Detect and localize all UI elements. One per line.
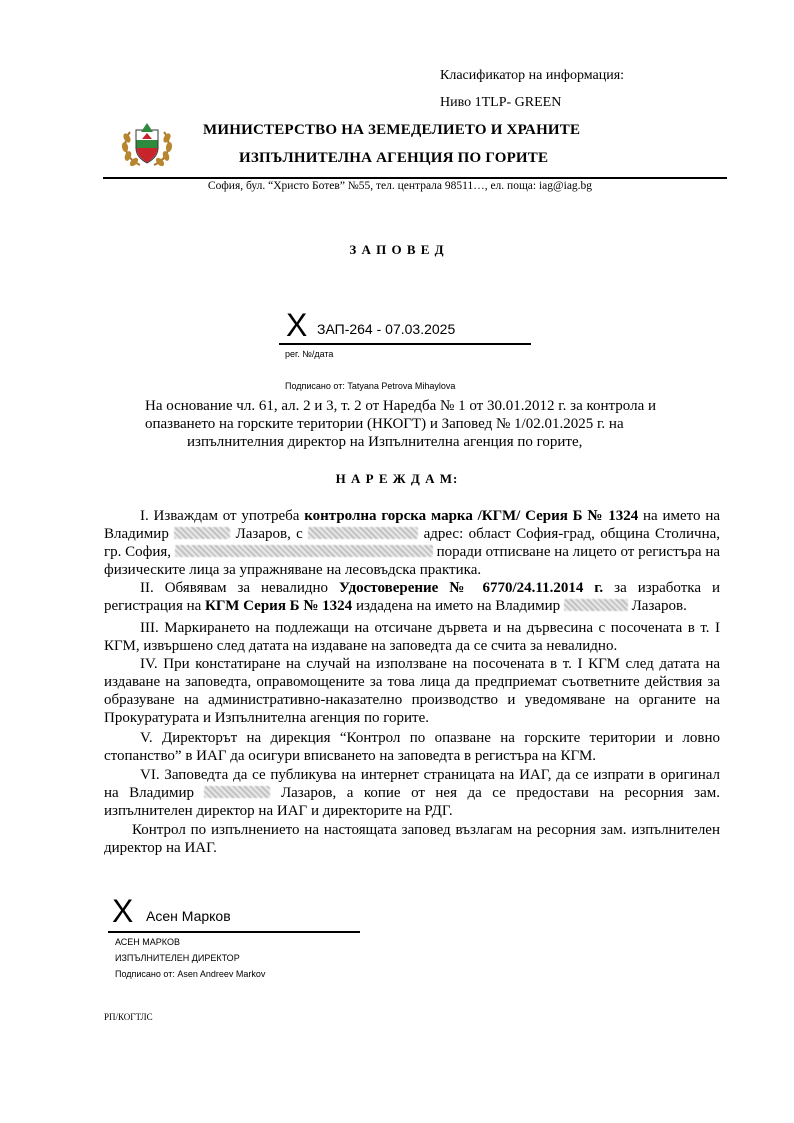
registration-number: ЗАП-264 - 07.03.2025 bbox=[317, 321, 456, 337]
agency-address: София, бул. “Христо Ботев” №55, тел. централа 98511…, ел. поща: iag@iag.bg bbox=[207, 180, 593, 192]
order-heading: Н А Р Е Ж Д А М: bbox=[335, 471, 459, 486]
redacted-street-address bbox=[175, 545, 433, 557]
ministry-title: МИНИСТЕРСТВО НА ЗЕМЕДЕЛИЕТО И ХРАНИТЕ bbox=[203, 122, 581, 138]
order-item-2-text-e: издадена на името на Владимир bbox=[352, 598, 564, 614]
order-item-6-text-a: VI. Заповедта да се публикува на интернет страницата на ИАГ, да се изпрати в оригинал на Владимир bbox=[104, 767, 720, 801]
redacted-personal-id bbox=[308, 527, 418, 539]
order-item-2-mark: КГМ Серия Б № 1324 bbox=[205, 598, 353, 614]
signature-signed-by: Подписано от: Asen Andreev Markov bbox=[115, 969, 266, 979]
signature-name: Асен Марков bbox=[146, 908, 231, 924]
control-paragraph: Контрол по изпълнението на настоящата заповед възлагам на ресорния зам. изпълнителен директор на ИАГ. bbox=[104, 822, 720, 856]
order-item-1-text-c: на името на Владимир bbox=[104, 508, 720, 542]
preamble-line-1: На основание чл. 61, ал. 2 и 3, т. 2 от Наредба № 1 от 30.01.2012 г. за контрола и bbox=[145, 398, 657, 414]
registration-x-mark: X bbox=[286, 307, 308, 343]
preamble-line-2: опазването на горските територии (НКОГТ) и Заповед № 1/02.01.2025 г. на bbox=[145, 416, 624, 432]
registration-caption: рег. №/дата bbox=[285, 349, 334, 359]
order-item-2-certificate: Удостоверение № 6770/24.11.2014 г. bbox=[339, 580, 604, 596]
order-item-1-text-f: поради отписване на лицето от регистъра на физическите лица за упражняване на лесовъдска практика. bbox=[104, 544, 721, 578]
preamble-line-3: изпълнителния директор на Изпълнителна агенция по горите, bbox=[187, 434, 583, 450]
header-divider bbox=[103, 177, 727, 179]
order-item-2-text-c: за изработка и регистрация на bbox=[104, 580, 720, 614]
order-item-1-text-a: I. Изваждам от употреба bbox=[140, 508, 305, 524]
agency-title: ИЗПЪЛНИТЕЛНА АГЕНЦИЯ ПО ГОРИТЕ bbox=[239, 150, 549, 166]
order-item-3: III. Маркирането на подлежащи на отсичане дървета и на дървесина с посочената в т. I КГМ, извършено след датата на издаване на заповедта да се счита за невалидно. bbox=[104, 620, 720, 654]
order-item-1-text-d: Лазаров, с bbox=[230, 526, 309, 542]
order-item-1-mark: контролна горска марка /КГМ/ Серия Б № 1324 bbox=[304, 508, 639, 524]
order-item-2-text-f: Лазаров. bbox=[627, 598, 687, 614]
order-item-6 bbox=[104, 766, 720, 820]
registration-underline bbox=[279, 343, 531, 345]
signature-underline bbox=[108, 931, 360, 933]
order-item-1 bbox=[104, 507, 720, 579]
coat-of-arms-icon bbox=[118, 118, 176, 170]
classification-label: Класификатор на информация: bbox=[440, 68, 625, 83]
signature-x-mark: X bbox=[112, 893, 134, 929]
classification-level: Ниво 1TLP- GREEN bbox=[440, 95, 562, 110]
order-item-4: IV. При констатиране на случай на използване на посочената в т. I КГМ след датата на издаване на заповедта, оправомощените за това лица да предприемат съответните действия за образуване на административно-наказателно производство и уведомяване на органите на Прокуратурата и Изпълнителна агенция по горите. bbox=[104, 656, 720, 726]
redacted-middle-name bbox=[204, 786, 270, 798]
redacted-middle-name bbox=[174, 527, 230, 539]
order-item-1-text-e: адрес: област София-град, община Столична, гр. София, bbox=[104, 526, 721, 560]
document-title: З А П О В Е Д bbox=[349, 242, 445, 257]
registration-signed-by: Подписано от: Tatyana Petrova Mihaylova bbox=[285, 381, 456, 391]
footer-code: РП/КОГТЛС bbox=[104, 1012, 153, 1022]
order-item-5: V. Директорът на дирекция “Контрол по опазване на горските територии и ловно стопанство” в ИАГ да осигури вписването на заповедта в регистъра на КГМ. bbox=[104, 730, 720, 764]
signatory-position: ИЗПЪЛНИТЕЛЕН ДИРЕКТОР bbox=[115, 953, 240, 963]
preamble bbox=[145, 397, 656, 451]
order-item-6-text-b: Лазаров, а копие от нея да се предостави на ресорния зам. изпълнителен директор на ИАГ и директорите на РДГ. bbox=[104, 785, 720, 819]
signatory-name: АСЕН МАРКОВ bbox=[115, 937, 180, 947]
order-item-2-text-a: II. Обявявам за невалидно bbox=[140, 580, 339, 596]
redacted-middle-name bbox=[564, 599, 628, 611]
order-item-2 bbox=[104, 579, 720, 615]
